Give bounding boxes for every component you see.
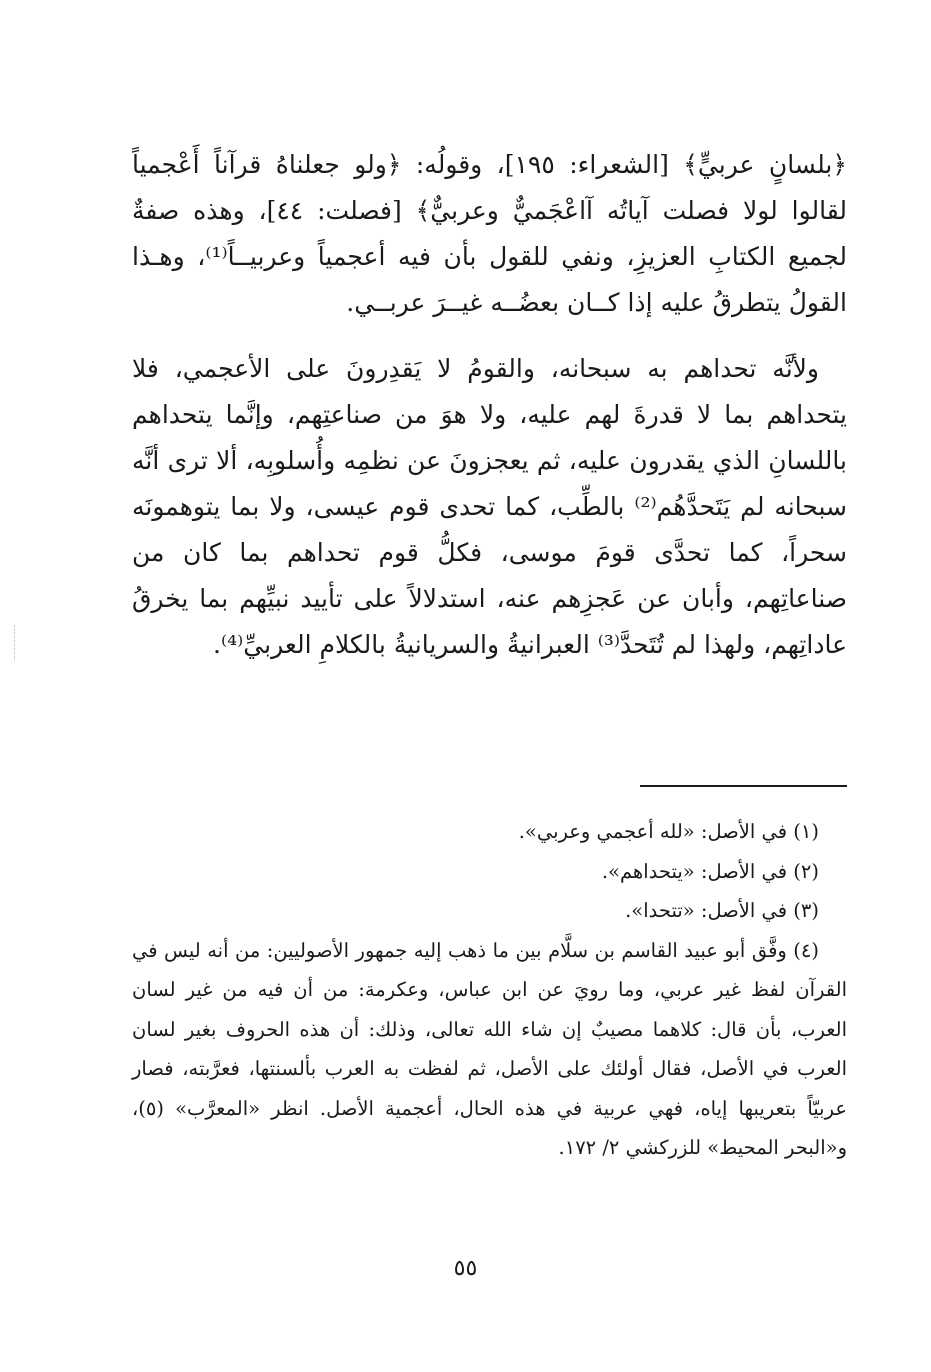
footnote-1: (١) في الأصل: «لله أعجمي وعربي». [518, 820, 819, 843]
page-number: ٥٥ [453, 1256, 478, 1281]
footnote-3: (٣) في الأصل: «تتحدا». [625, 899, 819, 922]
paragraph-2: ولأنَّه تحداهم به سبحانه، والقومُ لا يَقدِرونَ على الأعجمي، فلا يتحداهم بما لا قدرةَ لهم عليه، ولا هوَ من صناعتِهم، وإنَّما يتحداهم باللسانِ الذي يقدرون عليه، ثم يعجزونَ عن نظمِه وأُسلوبِه، ألا ترى أنَّه سبحانه لم يَتَحدَّهُم⁽²⁾ بالطِّب، كما تحدى قوم عيسى، ولا بما يتوهمونَه سحراً، كما تحدَّى قومَ موسى، فكلُّ قوم تحداهم بما كان من صناعاتِهم، وأبان عن عَجزِهم عنه، استدلالاً على تأييد نبيِّهم بما يخرقُ عاداتِهم، ولهذا لم تُتَحدَّ⁽³⁾ العبرانيةُ والسريانيةُ بالكلامِ العربيِّ⁽⁴⁾. [132, 354, 847, 659]
main-text [132, 142, 847, 668]
footnotes [132, 812, 847, 1168]
scan-edge-mark [14, 625, 18, 661]
footnote-separator [640, 785, 847, 787]
footnote-4: (٤) وفَّق أبو عبيد القاسم بن سلَّام بين ما ذهب إليه جمهور الأصوليين: من أنه ليس في القرآن لفظ غير عربي، وما رويَ عن ابن عباس، وعكرمة: من أن فيه من غير لسان العرب، بأن قال: كلاهما مصيبٌ إن شاء الله تعالى، وذلك: أن هذه الحروف بغير لسان العرب في الأصل، فقال أولئك على الأصل، ثم لفظت به العرب بألسنتها، فعرَّبته، فصار عربيّاً بتعريبها إياه، فهي عربية في هذه الحال، أعجمية الأصل. انظر «المعرَّب» (٥)، و«البحر المحيط» للزركشي ٢/ ١٧٢. [132, 938, 847, 1159]
footnote-2: (٢) في الأصل: «يتحداهم». [601, 859, 819, 883]
paragraph-1: ﴿بلسانٍ عربيٍّ﴾ [الشعراء: ١٩٥]، وقولُه: ﴿ولو جعلناهُ قرآناً أَعْجمياً لقالوا لولا فصلت آياتُه آاعْجَميٌّ وعربيٌّ﴾ [فصلت: ٤٤]، وهذه صفةٌ لجميع الكتابِ العزيزِ، ونفي للقول بأن فيه أعجمياً وعربيــاً⁽¹⁾، وهـذا القولُ يتطرقُ عليه إذا كــان بعضُــه غيــرَ عربــي. [132, 150, 847, 317]
